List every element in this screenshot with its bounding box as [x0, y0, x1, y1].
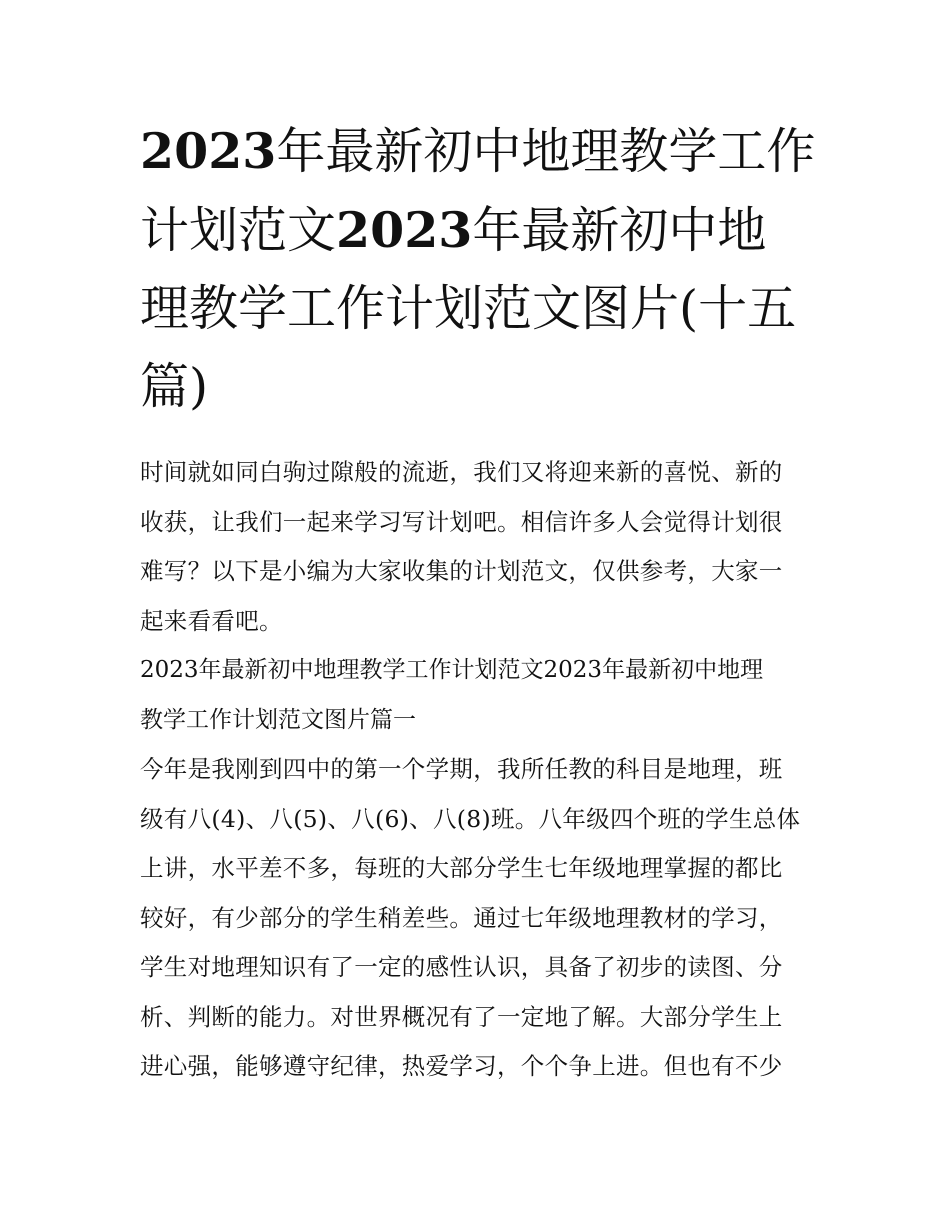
intro-paragraph — [140, 448, 812, 646]
heading-line: 2023年最新初中地理教学工作计划范文2023年最新初中地理 — [140, 657, 764, 683]
intro-line: 时间就如同白驹过隙般的流逝，我们又将迎来新的喜悦、新的 — [140, 458, 783, 486]
body-line: 上讲，水平差不多，每班的大部分学生七年级地理掌握的都比 — [140, 854, 783, 882]
intro-line: 难写？以下是小编为大家收集的计划范文，仅供参考，大家一 — [140, 557, 783, 585]
body-line: 较好，有少部分的学生稍差些。通过七年级地理教材的学习， — [140, 903, 783, 932]
body-line: 今年是我刚到四中的第一个学期，我所任教的科目是地理，班 — [140, 755, 783, 783]
body-paragraph — [140, 745, 812, 1092]
document-title — [140, 112, 816, 426]
intro-line: 起来看看吧。 — [140, 606, 283, 635]
intro-line: 收获，让我们一起来学习写计划吧。相信许多人会觉得计划很 — [140, 507, 783, 536]
body-line: 析、判断的能力。对世界概况有了一定地了解。大部分学生上 — [140, 1002, 783, 1031]
body-line: 进心强，能够遵守纪律，热爱学习，个个争上进。但也有不少 — [140, 1052, 783, 1080]
body-line: 学生对地理知识有了一定的感性认识，具备了初步的读图、分 — [140, 953, 783, 981]
document-page — [140, 112, 816, 1092]
title-line: 2023年最新初中地理教学工作 — [140, 122, 816, 180]
heading-line: 教学工作计划范文图片篇一 — [140, 706, 416, 733]
section-heading — [140, 646, 812, 745]
title-line: 计划范文2023年最新初中地 — [140, 201, 767, 259]
title-line: 理教学工作计划范文图片(十五 — [140, 280, 797, 337]
title-line: 篇) — [140, 358, 209, 415]
body-line: 级有八(4)、八(5)、八(6)、八(8)班。八年级四个班的学生总体 — [140, 804, 801, 833]
